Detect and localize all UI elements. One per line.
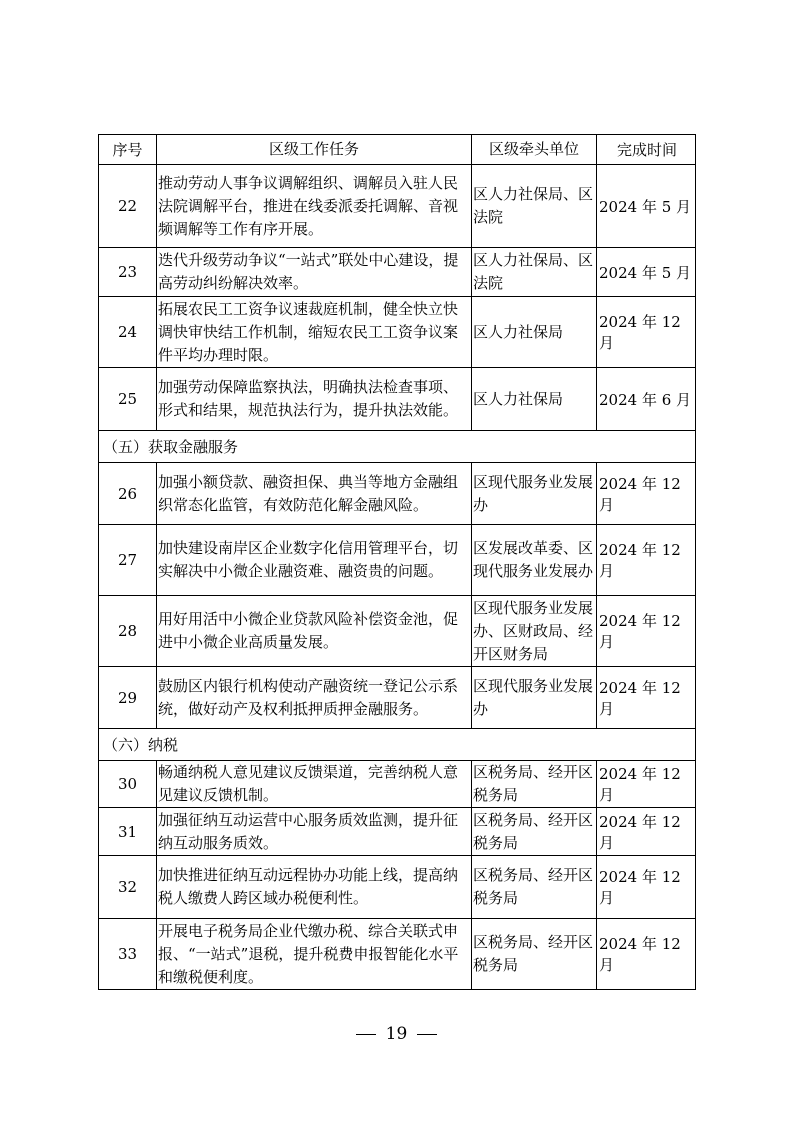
row-time: 2024 年 12 月: [597, 596, 696, 667]
row-no: 32: [99, 856, 157, 919]
row-no: 25: [99, 368, 157, 431]
row-unit: 区发展改革委、区现代服务业发展办: [472, 525, 597, 596]
footer-dash-right: [417, 1034, 437, 1035]
section-row: [99, 431, 696, 463]
page-number: 19: [385, 1024, 408, 1044]
row-unit: 区人力社保局: [472, 368, 597, 431]
row-no: 33: [99, 919, 157, 990]
row-time: 2024 年 12 月: [597, 808, 696, 856]
row-time: 2024 年 6 月: [597, 368, 696, 431]
table-row: [99, 856, 696, 919]
row-task: 加强劳动保障监察执法，明确执法检查事项、形式和结果，规范执法行为，提升执法效能。: [157, 368, 472, 431]
row-time: 2024 年 12 月: [597, 525, 696, 596]
row-task: 畅通纳税人意见建议反馈渠道，完善纳税人意见建议反馈机制。: [157, 761, 472, 808]
row-no: 27: [99, 525, 157, 596]
row-task: 用好用活中小微企业贷款风险补偿资金池，促进中小微企业高质量发展。: [157, 596, 472, 667]
row-unit: 区人力社保局、区法院: [472, 165, 597, 248]
page-footer: [0, 1024, 793, 1044]
row-task: 开展电子税务局企业代缴办税、综合关联式申报、“一站式”退税，提升税费申报智能化水平和缴税便利度。: [157, 919, 472, 990]
header-no: 序号: [99, 135, 157, 165]
table-row: [99, 297, 696, 368]
row-task: 加快建设南岸区企业数字化信用管理平台，切实解决中小微企业融资难、融资贵的问题。: [157, 525, 472, 596]
header-time: 完成时间: [597, 135, 696, 165]
row-task: 拓展农民工工资争议速裁庭机制，健全快立快调快审快结工作机制，缩短农民工工资争议案件平均办理时限。: [157, 297, 472, 368]
table-row: [99, 463, 696, 525]
table-row: [99, 165, 696, 248]
row-time: 2024 年 5 月: [597, 165, 696, 248]
table-row: [99, 667, 696, 729]
row-time: 2024 年 12 月: [597, 919, 696, 990]
row-task: 加强征纳互动运营中心服务质效监测，提升征纳互动服务质效。: [157, 808, 472, 856]
row-time: 2024 年 12 月: [597, 761, 696, 808]
section-row: [99, 729, 696, 761]
row-unit: 区人力社保局、区法院: [472, 248, 597, 297]
row-task: 鼓励区内银行机构使动产融资统一登记公示系统，做好动产及权利抵押质押金融服务。: [157, 667, 472, 729]
row-no: 26: [99, 463, 157, 525]
row-task: 迭代升级劳动争议“一站式”联处中心建设，提高劳动纠纷解决效率。: [157, 248, 472, 297]
footer-dash-left: [356, 1034, 376, 1035]
section-label: （六）纳税: [99, 729, 696, 761]
row-unit: 区税务局、经开区税务局: [472, 856, 597, 919]
row-no: 31: [99, 808, 157, 856]
row-unit: 区税务局、经开区税务局: [472, 919, 597, 990]
row-task: 加强小额贷款、融资担保、典当等地方金融组织常态化监管，有效防范化解金融风险。: [157, 463, 472, 525]
table-body: [99, 165, 696, 990]
row-time: 2024 年 12 月: [597, 463, 696, 525]
row-no: 28: [99, 596, 157, 667]
row-unit: 区税务局、经开区税务局: [472, 808, 597, 856]
row-no: 22: [99, 165, 157, 248]
row-task: 加快推进征纳互动远程协办功能上线，提高纳税人缴费人跨区域办税便利性。: [157, 856, 472, 919]
row-unit: 区税务局、经开区税务局: [472, 761, 597, 808]
row-unit: 区人力社保局: [472, 297, 597, 368]
table-row: [99, 596, 696, 667]
section-label: （五）获取金融服务: [99, 431, 696, 463]
task-table: [98, 134, 696, 990]
row-time: 2024 年 5 月: [597, 248, 696, 297]
table-header-row: [99, 135, 696, 165]
table-row: [99, 525, 696, 596]
row-task: 推动劳动人事争议调解组织、调解员入驻人民法院调解平台，推进在线委派委托调解、音视频调解等工作有序开展。: [157, 165, 472, 248]
row-no: 23: [99, 248, 157, 297]
row-unit: 区现代服务业发展办: [472, 667, 597, 729]
row-time: 2024 年 12 月: [597, 856, 696, 919]
table-row: [99, 368, 696, 431]
header-unit: 区级牵头单位: [472, 135, 597, 165]
row-time: 2024 年 12 月: [597, 667, 696, 729]
table-row: [99, 248, 696, 297]
row-unit: 区现代服务业发展办: [472, 463, 597, 525]
table-row: [99, 919, 696, 990]
table-row: [99, 761, 696, 808]
header-task: 区级工作任务: [157, 135, 472, 165]
row-time: 2024 年 12 月: [597, 297, 696, 368]
row-unit: 区现代服务业发展办、区财政局、经开区财务局: [472, 596, 597, 667]
row-no: 29: [99, 667, 157, 729]
row-no: 24: [99, 297, 157, 368]
row-no: 30: [99, 761, 157, 808]
table-row: [99, 808, 696, 856]
